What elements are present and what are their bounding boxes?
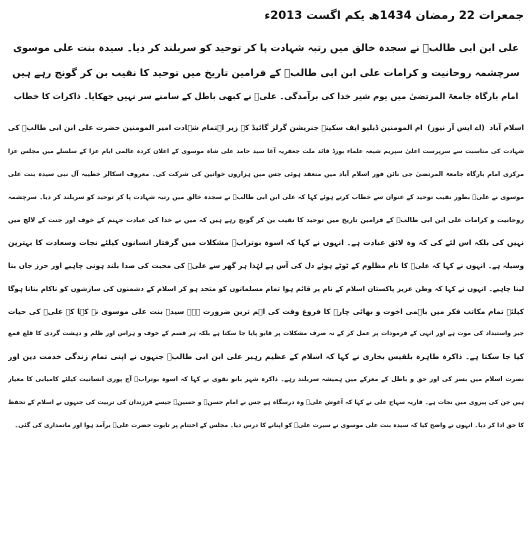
headline-small: امام بارگاہ جامعۃ المرتضیٰ میں یوم شیر خدا کی برآمدگی۔ علیؑ نے کبھی باطل کے سامنے سر نہیں جھکایا۔ ذاکرات کا خطاب <box>13 91 519 101</box>
body-line: وسیلہ ہے۔ انہوں نے کہا کہ علیؑ کا نام مظلوم کے ٹوٹے ہوئے دل کی آس ہے لہٰذا ہر گھر سے علیؑ کی محبت کی صدا بلند ہونی چاہیے اور حرز جاں بنا <box>8 261 524 270</box>
body-line: ہیں جن کی پیروی میں نجات ہے۔ قاریہ سہاج علی نے کہا کہ آغوش علیؑ وہ درسگاہ ہے جس نے امام حسنؑ و حسینؑ جیسے فرزندان کی تربیت کی جنہوں نے اسلام کے تحفظ <box>8 398 524 406</box>
body-line: نہیں کی بلکہ اس لئے کی کہ وہ لائق عبادت ہے۔ انہوں نے کہا کہ اسوہ بوترابؑ مشکلات میں گرفتار انسانوں کیلئے نجات وسعادت کا بہترین <box>8 238 524 248</box>
byline-lead: ام المومنین ڈبلیو ایف سکینہ جنریشن گرلز گائیڈ کے زیر اہتمام شہادت امیر المومنین حضرت علی ابن ابی طالبؑ کی <box>8 123 423 132</box>
body-line: روحانیت و کرامات علی ابن ابی طالبؑ کے فرامین تاریخ میں توحید کا نقیب بن کر گونج رہے ہیں کہ میں نے خدا کی عبادت جہنم کے خوف اور جنت کے لالچ میں <box>8 216 524 225</box>
dateline: جمعرات 22 رمضان 1434ھ یکم اگست 2013ء <box>264 8 524 22</box>
body-line: مرکزی امام بارگاہ جامعۃ المرتضیٰ جی نائن فور اسلام آباد میں منعقد ہوئی جس میں ہزاروں خواتین کی شرکت کی۔ معروف اسکالر خطیبہ آل نبی سیدہ بنت علی <box>8 170 524 178</box>
body-line-last: کا حق ادا کر دیا۔ انہوں نے واضح کیا کہ سیدہ بنت علی موسوی نے سیرت علیؑ کو اپنانے کا درس دیا۔ مجلس کے اختتام پر تابوت حضرت علیؑ برآمد ہوا اور ماتمداری کی گئی۔ <box>14 421 524 429</box>
byline-city: اسلام آباد <box>489 123 524 132</box>
body-line: کیلئے تمام مکاتب فکر میں باہمی اخوت و بھائی چارہ کا فروغ وقت کی اہم ترین ضرورت ہے۔ سیدہ بنت علی موسوی نے کہا کہ علیؑ کی حیات <box>8 306 524 316</box>
article-body <box>8 141 524 437</box>
byline-agency: (اے ایس آر نیوز) <box>427 123 485 132</box>
body-line: نصرت اسلام میں بسر کی اور حق و باطل کے معرکے میں ہمیشہ سربلند رہے۔ ذاکرہ شہر بانو نقوی نے کہا کہ اسوہ بوترابؑ آج پوری انسانیت کیلئے کامیابی کا معیار <box>8 375 524 383</box>
headline-sub: سرچشمہ روحانیت و کرامات علی ابن ابی طالبؑ کے فرامین تاریخ میں توحید کا نقیب بن کر گونج رہے ہیں <box>12 68 520 79</box>
byline <box>8 117 524 139</box>
body-line: موسوی نے علیؑ بطور نقیب توحید کے عنوان سے خطاب کرتے ہوئے کہا کہ علی ابن ابی طالبؑ نے سجدہ خالق میں رتبہ شہادت پا کر توحید کو سربلند کر دیا۔ سرچشمہ <box>8 193 524 201</box>
headline-main: علی ابن ابی طالبؑ نے سجدہ خالق میں رتبہ شہادت پا کر توحید کو سربلند کر دیا۔ سیدہ بنت علی موسوی <box>13 43 519 54</box>
body-line: شہادت کی مناسبت سے سرپرست اعلیٰ سپریم شیعہ علماء بورڈ قائد ملت جعفریہ آغا سید حامد علی شاہ موسوی کے اعلان کردہ عالمی ایام عزا کے سلسلے میں مجلس عزا <box>8 148 524 155</box>
headline-block <box>8 36 524 107</box>
body-line: کیا جا سکتا ہے۔ ذاکرہ طاہرہ بلقیس بخاری نے کہا کہ اسلام کے عظیم رہبر علی ابن ابی طالبؑ جنہوں نے اپنی تمام زندگی خدمت دین اور <box>8 352 524 362</box>
body-line: لینا چاہیے۔ انہوں نے کہا کہ وطن عزیز پاکستان اسلام کے نام پر قائم ہوا تمام مسلمانوں کو متحد ہو کر اسلام کے دشمنوں کی سازشوں کو ناکام بنانا ہوگا <box>8 284 524 293</box>
body-line: جبر واستبداد کی موت ہے اور انہی کے فرمودات پر عمل کر کے نہ صرف مشکلات پر قابو پایا جا سکتا ہے بلکہ ہر قسم کے خوف و ہراس اور ظلم و دہشت گردی کا قلع قمع <box>8 330 524 338</box>
